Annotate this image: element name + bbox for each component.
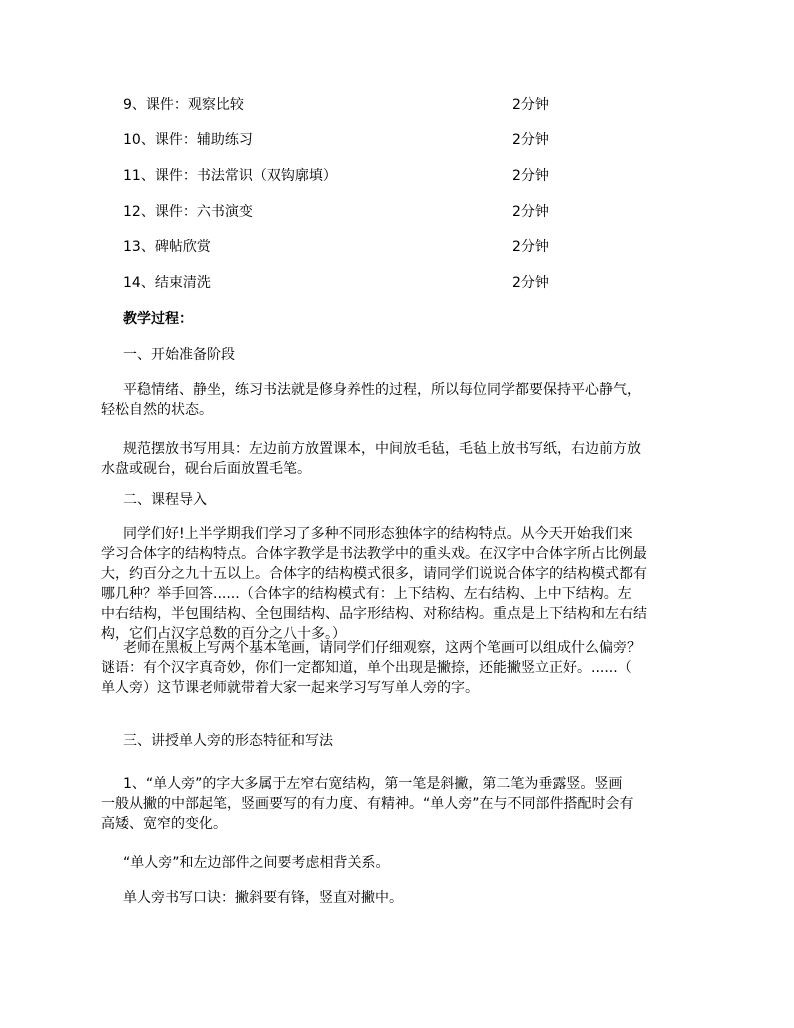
schedule-label: 9、课件：观察比较 (123, 97, 244, 113)
schedule-row (123, 202, 583, 222)
paragraph-line: 轻松自然的状态。 (101, 402, 213, 418)
section-heading: 一、开始准备阶段 (123, 347, 235, 363)
schedule-time: 2分钟 (512, 275, 549, 291)
section-heading: 三、讲授单人旁的形态特征和写法 (123, 733, 333, 749)
schedule-label: 13、碑帖欣赏 (123, 239, 211, 255)
section-heading: 二、课程导入 (123, 492, 207, 508)
schedule-time: 2分钟 (512, 97, 549, 113)
paragraph-line: 平稳情绪、静坐，练习书法就是修身养性的过程，所以每位同学都要保持平心静气， (123, 382, 641, 398)
schedule-time: 2分钟 (512, 239, 549, 255)
paragraph-line: 老师在黑板上写两个基本笔画，请同学们仔细观察，这两个笔画可以组成什么偏旁？ (123, 640, 641, 656)
schedule-row (123, 130, 583, 150)
paragraph-line: 一般从撇的中部起笔，竖画要写的有力度、有精神。“单人旁”在与不同部件搭配时会有 (101, 796, 634, 812)
paragraph (101, 380, 683, 420)
schedule-row (123, 166, 583, 186)
paragraph-line: 构，它们占汉字总数的百分之八十多。） (101, 626, 346, 642)
schedule-label: 10、课件：辅助练习 (123, 132, 253, 148)
paragraph-line: 大，约百分之九十五以上。合体字的结构模式很多，请同学们说说合体字的结构模式都有 (101, 566, 647, 582)
paragraph-line: 谜语：有个汉字真奇妙，你们一定都知道，单个出现是撇捺，还能撇竖立正好。......（ (101, 660, 632, 676)
process-heading: 教学过程： (123, 311, 193, 327)
paragraph-line: 水盘或砚台，砚台后面放置毛笔。 (101, 461, 311, 477)
paragraph (101, 774, 683, 834)
schedule-time: 2分钟 (512, 132, 549, 148)
schedule-label: 12、课件：六书演变 (123, 204, 253, 220)
paragraph-line: 中右结构，半包围结构、全包围结构、品字形结构、对称结构。重点是上下结构和左右结 (101, 606, 647, 622)
paragraph-line: 哪几种？举手回答......（合体字的结构模式有：上下结构、左右结构、上中下结构。左 (101, 586, 632, 602)
paragraph: “单人旁”和左边部件之间要考虑相背关系。 (123, 855, 390, 871)
paragraph-line: 1、“单人旁”的字大多属于左窄右宽结构，第一笔是斜撇，第二笔为垂露竖。竖画 (123, 776, 623, 792)
paragraph-line: 单人旁）这节课老师就带着大家一起来学习写写单人旁的字。 (101, 680, 479, 696)
schedule-label: 14、结束清洗 (123, 275, 211, 291)
schedule-time: 2分钟 (512, 204, 549, 220)
paragraph (101, 524, 683, 644)
schedule-row (123, 237, 583, 257)
schedule-row (123, 95, 583, 115)
paragraph-line: 高矮、宽窄的变化。 (101, 816, 227, 832)
schedule-time: 2分钟 (512, 168, 549, 184)
paragraph (101, 638, 683, 698)
schedule-row (123, 273, 583, 293)
paragraph-line: 规范摆放书写用具：左边前方放置课本，中间放毛毡，毛毡上放书写纸，右边前方放 (123, 441, 641, 457)
schedule-label: 11、课件：书法常识（双钩廓填） (123, 168, 337, 184)
paragraph (101, 439, 683, 479)
paragraph-line: 学习合体字的结构特点。合体字教学是书法教学中的重头戏。在汉字中合体字所占比例最 (101, 546, 647, 562)
paragraph-line: 同学们好!上半学期我们学习了多种不同形态独体字的结构特点。从今天开始我们来 (123, 526, 633, 542)
paragraph: 单人旁书写口诀：撇斜要有锋，竖直对撇中。 (123, 890, 403, 906)
